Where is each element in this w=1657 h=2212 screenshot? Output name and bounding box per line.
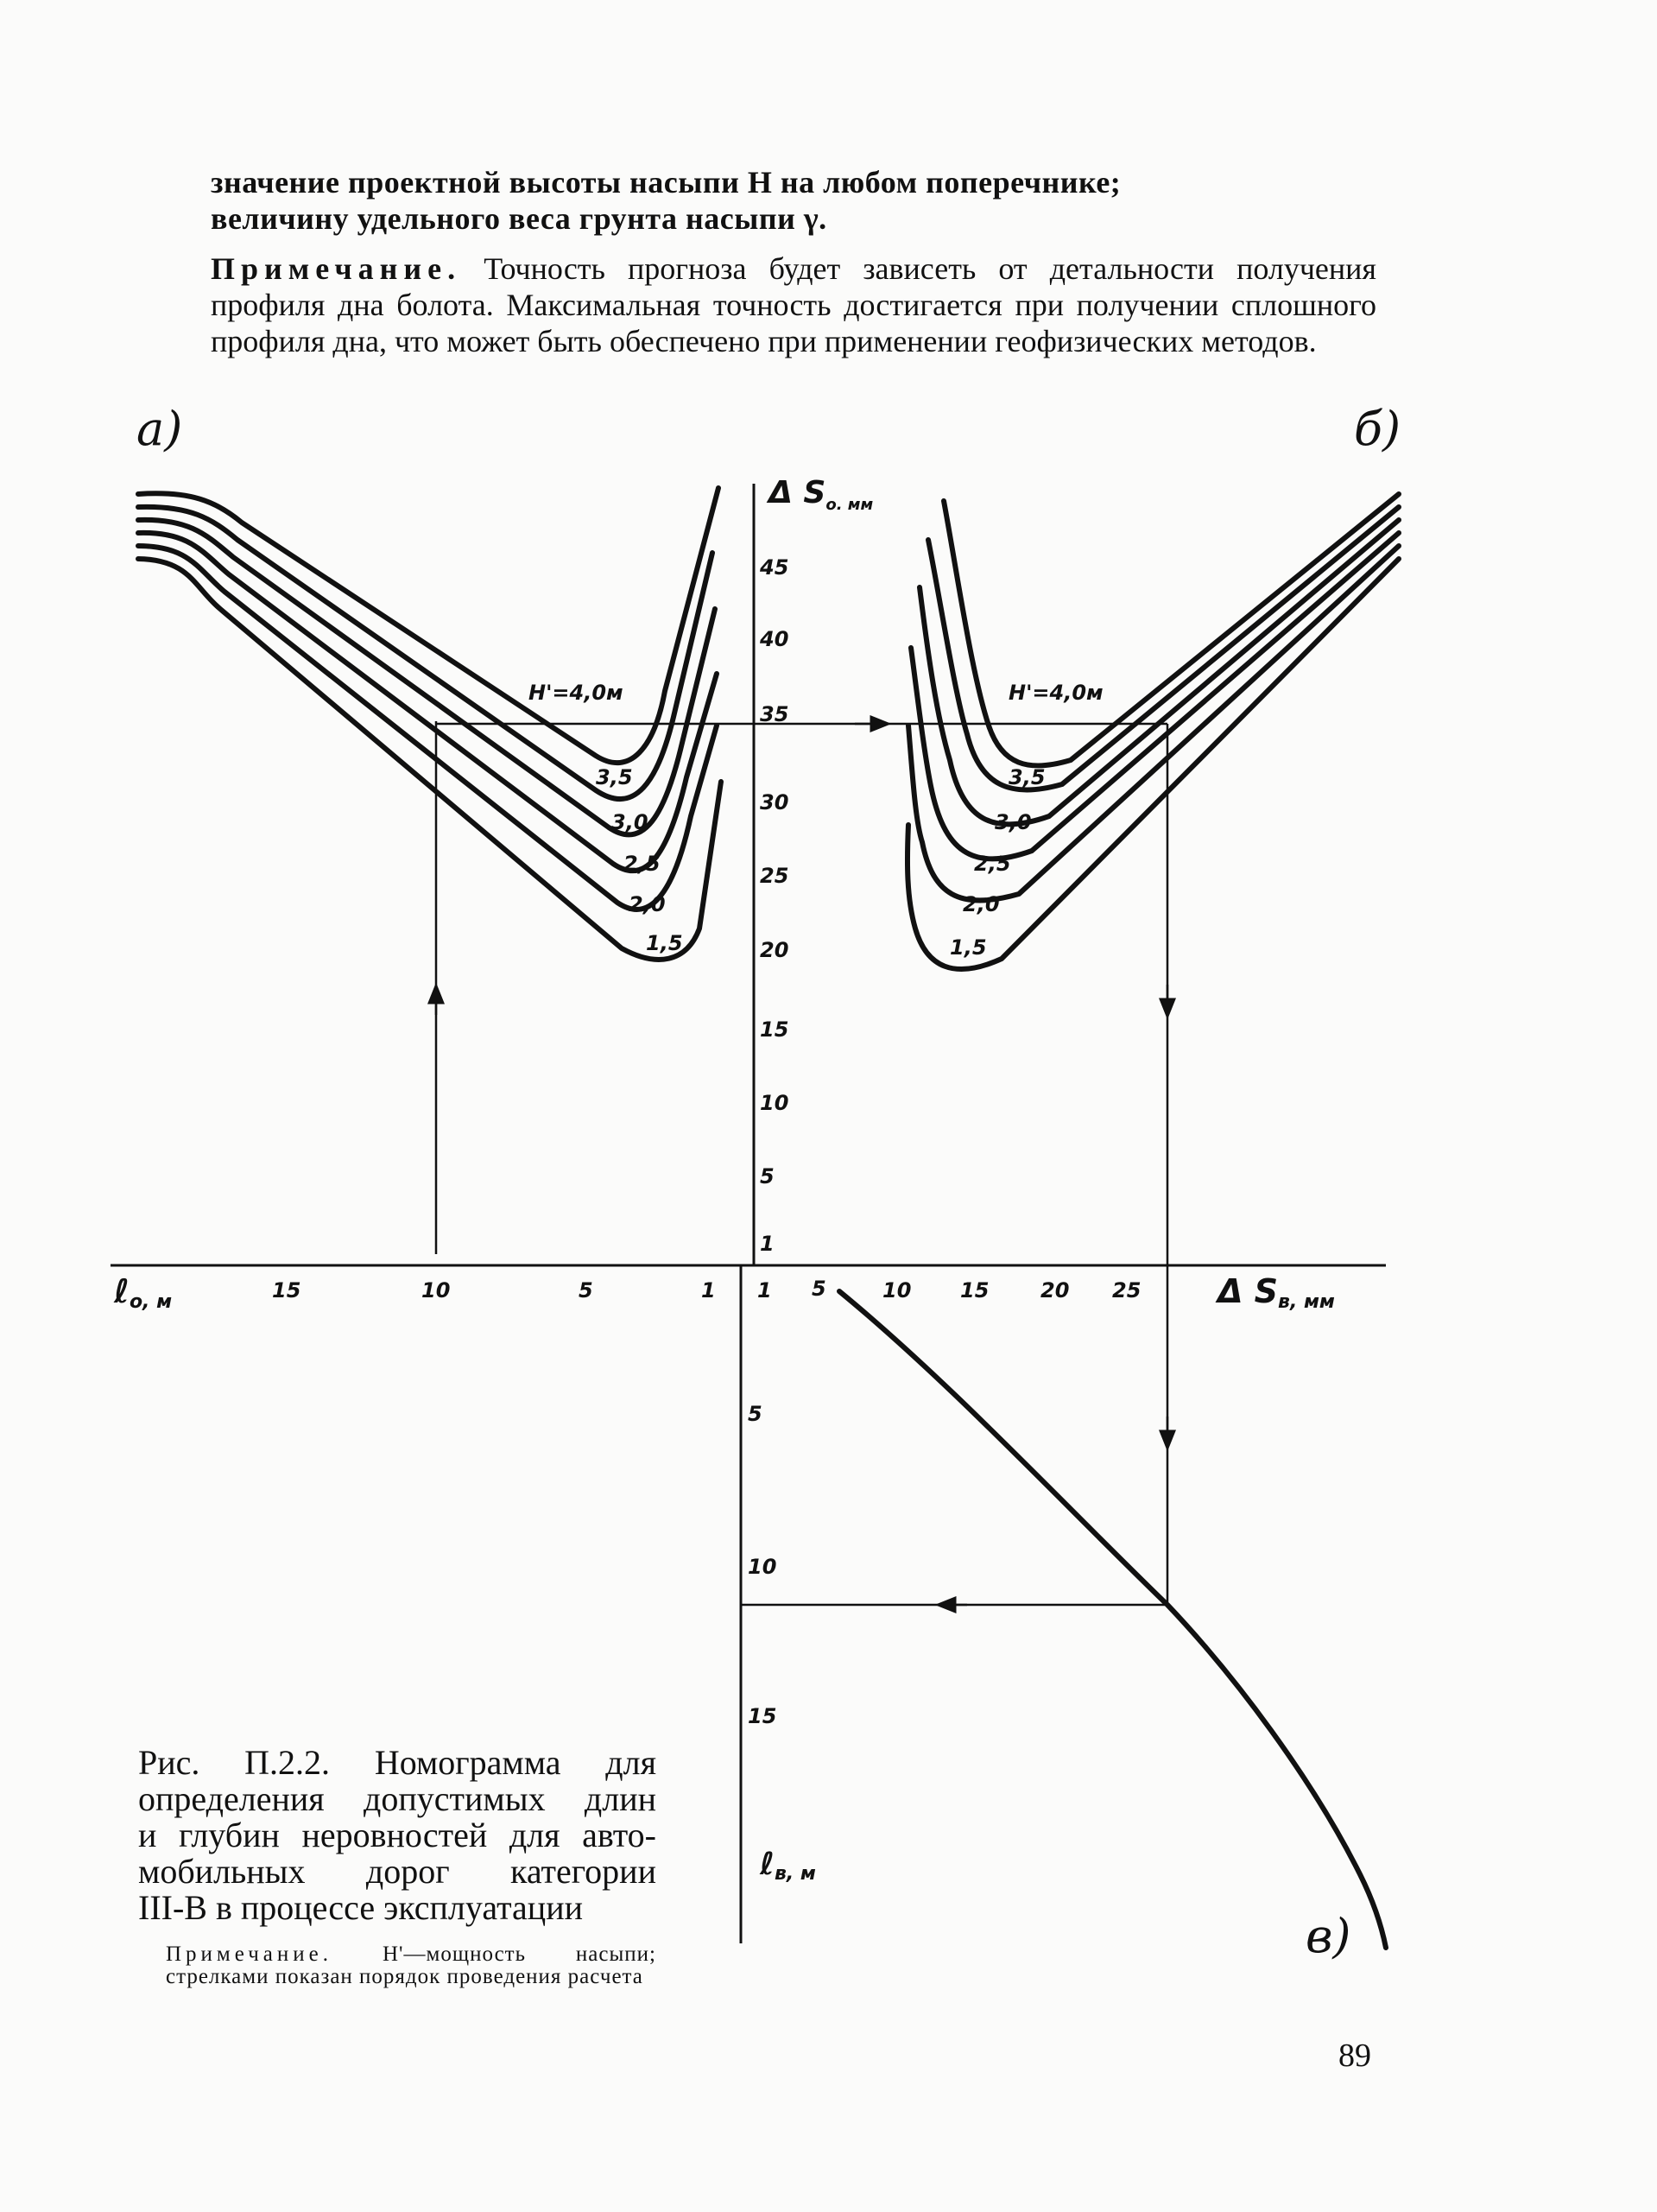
x-tick-left-10: 10 xyxy=(421,1278,451,1302)
example-path xyxy=(436,721,1167,1605)
top-note-text: Точность прогноза будет зависеть от детальности получения профиля дна болота. Максимальная точность достигается при получении сплошного профиля дна, что может быть обеспечено при применении геофизических методов. xyxy=(211,251,1376,358)
y-tick-bottom-15: 15 xyxy=(748,1704,777,1728)
x-tick-left-1: 1 xyxy=(701,1278,716,1302)
curve-label-a-2-5: 2,5 xyxy=(623,852,661,876)
bottom-note-label: Примечание. xyxy=(166,1943,333,1966)
top-note-label: Примечание. xyxy=(211,251,462,286)
curve-label-b-3-5: 3,5 xyxy=(1009,765,1046,789)
y-tick-bottom-10: 10 xyxy=(748,1555,777,1579)
y-tick-15: 15 xyxy=(760,1017,789,1042)
x-tick-left-15: 15 xyxy=(272,1278,301,1302)
curve-label-b-3-0: 3,0 xyxy=(995,810,1032,834)
x-tick-right-5: 5 xyxy=(812,1277,826,1301)
transfer-curve-v xyxy=(839,1291,1386,1948)
curve-label-b-2-0: 2,0 xyxy=(963,892,1000,916)
y-tick-1: 1 xyxy=(760,1232,775,1256)
curve-label-a-4-0: H'=4,0м xyxy=(528,681,623,705)
x-tick-right-15: 15 xyxy=(960,1278,990,1302)
curve-label-a-3-5: 3,5 xyxy=(596,765,633,789)
panel-label-b: б) xyxy=(1354,402,1401,456)
panel-label-a: а) xyxy=(136,402,183,456)
panel-label-v: в) xyxy=(1306,1909,1351,1963)
x-tick-right-20: 20 xyxy=(1040,1278,1070,1302)
y-tick-40: 40 xyxy=(760,627,789,651)
y-tick-20: 20 xyxy=(760,938,789,962)
axis-label-delta-s0: Δ $S_{о. мм}$ xyxy=(768,475,874,514)
intro-line-1: значение проектной высоты насыпи H на любом поперечнике; xyxy=(211,165,1122,200)
y-tick-35: 35 xyxy=(760,702,789,726)
x-tick-left-5: 5 xyxy=(579,1278,593,1302)
bottom-note-text: H'—мощность насыпи; стрелками показан порядок проведения расчета xyxy=(166,1943,656,1988)
y-tick-25: 25 xyxy=(760,864,789,888)
caption-line-1: Рис. П.2.2. Номограмма для xyxy=(138,1743,656,1782)
page-number: 89 xyxy=(1338,2038,1371,2074)
y-tick-5: 5 xyxy=(760,1164,775,1188)
y-tick-30: 30 xyxy=(760,790,789,814)
axis-label-l0: ℓо, м xyxy=(114,1272,173,1313)
curve-label-a-3-0: 3,0 xyxy=(611,810,648,834)
curve-label-a-2-0: 2,0 xyxy=(629,892,666,916)
x-tick-right-1: 1 xyxy=(757,1278,772,1302)
curve-label-a-1-5: 1,5 xyxy=(646,931,683,955)
curve-label-b-4-0: H'=4,0м xyxy=(1009,681,1104,705)
y-tick-10: 10 xyxy=(760,1091,789,1115)
x-tick-right-25: 25 xyxy=(1112,1278,1142,1302)
caption-line-2: определения допустимых длин xyxy=(138,1779,656,1818)
curve-label-b-1-5: 1,5 xyxy=(950,935,987,960)
x-tick-right-10: 10 xyxy=(882,1278,912,1302)
caption-line-4: мобильных дорог категории xyxy=(138,1852,656,1891)
caption-line-5: III-В в процессе эксплуатации xyxy=(138,1888,584,1927)
axis-label-lv: ℓв, м xyxy=(760,1847,816,1885)
caption-line-3: и глубин неровностей для авто- xyxy=(138,1816,656,1854)
curve-label-b-2-5: 2,5 xyxy=(974,852,1011,876)
bottom-note xyxy=(166,1943,656,1988)
y-tick-45: 45 xyxy=(760,555,789,580)
axis-label-delta-sv: Δ Sв, мм xyxy=(1217,1272,1335,1313)
intro-line-2: величину удельного веса грунта насыпи γ. xyxy=(211,201,827,236)
y-tick-bottom-5: 5 xyxy=(748,1402,762,1426)
